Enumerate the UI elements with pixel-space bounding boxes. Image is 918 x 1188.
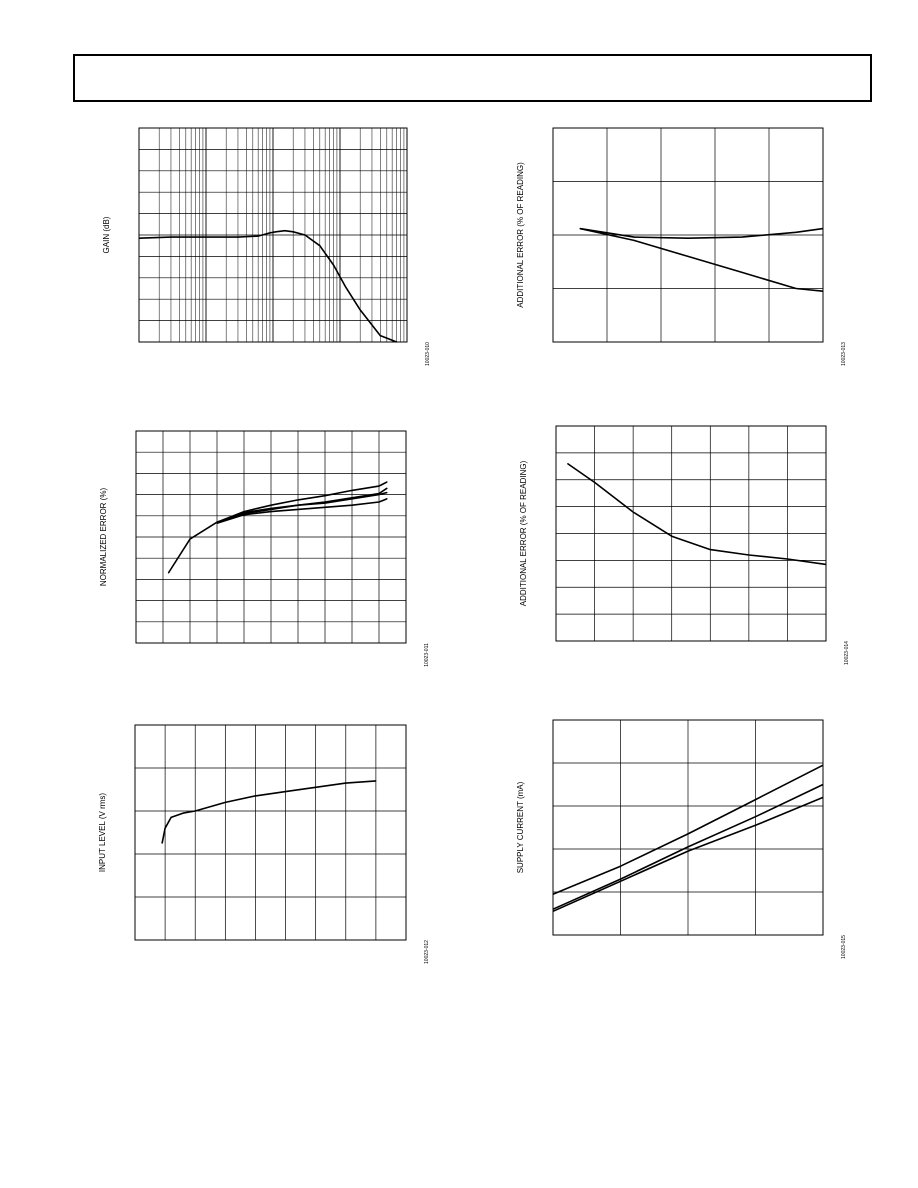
data-point xyxy=(742,237,743,238)
data-point xyxy=(633,512,634,513)
data-point xyxy=(387,488,388,489)
data-point xyxy=(594,482,595,483)
chart-gain xyxy=(90,118,440,380)
data-point xyxy=(305,235,306,236)
series-line xyxy=(139,231,397,342)
data-point xyxy=(688,846,689,847)
data-point xyxy=(183,813,184,814)
figure-id: 10023-011 xyxy=(424,643,430,667)
grid xyxy=(139,128,407,342)
data-point xyxy=(580,228,581,229)
data-point xyxy=(345,286,346,287)
data-point xyxy=(823,228,824,229)
data-point xyxy=(688,238,689,239)
data-point xyxy=(298,499,299,500)
chart-normalized-error xyxy=(90,423,440,685)
figure-id: 10023-015 xyxy=(841,935,847,959)
grid xyxy=(556,426,826,641)
data-point xyxy=(284,230,285,231)
data-point xyxy=(755,825,756,826)
series-line xyxy=(217,499,387,523)
data-point xyxy=(238,237,239,238)
grid xyxy=(553,128,823,342)
data-point xyxy=(360,309,361,310)
data-point xyxy=(634,237,635,238)
data-point xyxy=(380,335,381,336)
series-line xyxy=(217,482,387,522)
data-point xyxy=(826,564,827,565)
y-axis-label: ADDITIONAL ERROR (% OF READING) xyxy=(516,162,525,308)
data-point xyxy=(325,507,326,508)
grid xyxy=(553,720,823,935)
data-point xyxy=(244,514,245,515)
data-point xyxy=(190,539,191,540)
data-point xyxy=(823,797,824,798)
data-point xyxy=(688,851,689,852)
data-point xyxy=(319,245,320,246)
y-axis-label: SUPPLY CURRENT (mA) xyxy=(516,781,525,874)
data-point xyxy=(271,505,272,506)
data-point xyxy=(168,573,169,574)
chart-input-level xyxy=(90,716,440,978)
data-point xyxy=(671,536,672,537)
y-axis-label: ADDITIONAL ERROR (% OF READING) xyxy=(519,460,528,607)
data-point xyxy=(271,508,272,509)
data-point xyxy=(325,502,326,503)
data-point xyxy=(195,811,196,812)
data-point xyxy=(396,342,397,343)
data-point xyxy=(271,511,272,512)
data-point xyxy=(217,522,218,523)
data-point xyxy=(620,879,621,880)
data-point xyxy=(796,232,797,233)
data-point xyxy=(620,881,621,882)
data-point xyxy=(755,799,756,800)
data-point xyxy=(345,783,346,784)
data-point xyxy=(258,236,259,237)
data-point xyxy=(387,498,388,499)
data-point xyxy=(823,765,824,766)
data-point xyxy=(387,481,388,482)
figure-id: 10023-013 xyxy=(841,342,847,366)
data-point xyxy=(553,909,554,910)
series-line xyxy=(162,781,376,843)
page-header-box xyxy=(73,54,872,102)
data-point xyxy=(171,817,172,818)
data-point xyxy=(139,238,140,239)
data-point xyxy=(387,492,388,493)
data-point xyxy=(634,240,635,241)
chart-additional-error-2 xyxy=(510,418,860,680)
data-point xyxy=(688,256,689,257)
data-point xyxy=(742,272,743,273)
data-point xyxy=(206,237,207,238)
data-point xyxy=(285,791,286,792)
data-point xyxy=(315,787,316,788)
data-point xyxy=(688,833,689,834)
data-point xyxy=(352,505,353,506)
data-point xyxy=(225,802,226,803)
data-point xyxy=(748,555,749,556)
data-point xyxy=(165,828,166,829)
chart-supply-current xyxy=(510,712,860,974)
figure-id: 10023-012 xyxy=(424,940,430,964)
data-point xyxy=(375,780,376,781)
grid xyxy=(135,725,406,940)
data-point xyxy=(352,497,353,498)
data-point xyxy=(171,237,172,238)
data-point xyxy=(379,493,380,494)
data-point xyxy=(567,463,568,464)
data-point xyxy=(553,911,554,912)
data-point xyxy=(553,894,554,895)
figure-id: 10023-010 xyxy=(425,342,431,366)
chart-additional-error-1 xyxy=(510,118,860,380)
data-point xyxy=(352,490,353,491)
y-axis-label: GAIN (dB) xyxy=(102,216,111,254)
series-line xyxy=(217,488,387,522)
data-point xyxy=(823,291,824,292)
data-point xyxy=(298,509,299,510)
data-point xyxy=(796,288,797,289)
data-point xyxy=(710,549,711,550)
data-point xyxy=(269,232,270,233)
data-point xyxy=(255,795,256,796)
data-point xyxy=(333,265,334,266)
data-point xyxy=(755,816,756,817)
grid xyxy=(136,431,406,643)
data-point xyxy=(275,231,276,232)
data-point xyxy=(379,502,380,503)
data-point xyxy=(379,486,380,487)
data-point xyxy=(293,231,294,232)
figure-id: 10023-014 xyxy=(844,641,850,665)
data-point xyxy=(162,843,163,844)
data-point xyxy=(244,512,245,513)
y-axis-label: NORMALIZED ERROR (%) xyxy=(99,487,108,587)
data-point xyxy=(823,784,824,785)
plot-frame xyxy=(135,725,406,940)
data-point xyxy=(620,866,621,867)
data-point xyxy=(787,559,788,560)
data-point xyxy=(325,495,326,496)
data-point xyxy=(298,505,299,506)
y-axis-label: INPUT LEVEL (V rms) xyxy=(98,792,107,873)
